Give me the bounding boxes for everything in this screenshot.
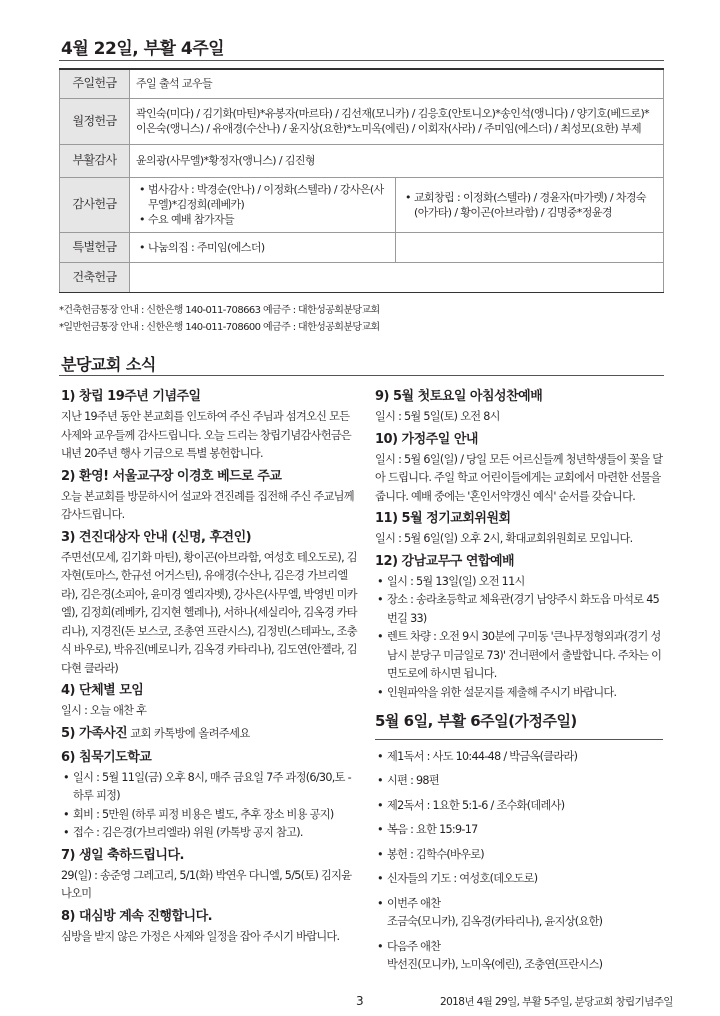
list-item — [387, 895, 663, 932]
list-item: • 렌트 차량 : 오전 9시 30분에 구미동 '큰나무정형외과(경기 성남시 분당구 미금일로 73)' 건너편에서 출발합니다. 주차는 이면도로에 하시면 됩니다. — [387, 628, 663, 684]
offering-text: 주일 출석 교우들 — [130, 69, 664, 98]
empty-cell — [396, 232, 664, 262]
news-body: 일시 : 오늘 애찬 후 — [61, 704, 147, 717]
list-item: • 접수 : 김은경(가브리엘라) 위원 (카톡방 공지 참고). — [73, 824, 357, 843]
page-number: 3 — [356, 994, 364, 1008]
offering-row — [60, 177, 664, 232]
next-week-heading: 5월 6일, 부활 6주일(가정주일) — [375, 712, 663, 740]
news-body: 일시 : 5월 5일(토) 오전 8시 — [375, 410, 500, 423]
news-heading: 분당교회 소식 — [61, 355, 156, 374]
news-title: 11) 5월 정기교회위원회 — [375, 511, 511, 526]
offering-row — [60, 262, 664, 292]
list-item: • 교회창립 : 이정화(스텔라) / 경윤자(마가렛) / 차경숙(아가타) / 황이곤(아브라함) / 김명중*정윤경 — [414, 190, 657, 220]
list-item: • 인원파악을 위한 설문지를 제출해 주시기 바랍니다. — [387, 684, 663, 703]
list-item-title: • 다음주 애찬 — [387, 939, 441, 953]
news-body: 심방을 받지 않은 가정은 사제와 일정을 잡아 주시기 바랍니다. — [61, 929, 340, 943]
news-title: 10) 가정주일 안내 — [375, 431, 478, 447]
list-item: • 장소 : 송라초등학교 체육관(경기 남양주시 화도읍 마석로 45번길 33) — [387, 591, 663, 628]
list-item: • 회비 : 5만원 (하루 피정 비용은 별도, 추후 장소 비용 공지) — [73, 806, 357, 825]
news-title: 1) 창립 19주년 기념주일 — [61, 389, 201, 404]
list-item: • 복음 : 요한 15:9-17 — [387, 821, 663, 840]
offering-label: 건축헌금 — [60, 262, 130, 292]
list-item — [387, 938, 663, 975]
news-title: 8) 대심방 계속 진행합니다. — [61, 908, 213, 924]
footer-text: 2018년 4월 29일, 부활 5주일, 분당교회 창립기념주일 — [440, 996, 673, 1008]
empty-cell — [130, 262, 664, 292]
news-body: 지난 19주년 동안 본교회를 인도하여 주신 주님과 섬겨오신 모든 사제와 교우들께 감사드립니다. 오늘 드리는 창립기념감사헌금은 내년 20주년 행사 기금으로 특별 봉헌합니다. — [61, 410, 352, 460]
news-title: 3) 견진대상자 안내 (신명, 후견인) — [61, 529, 252, 545]
news-list — [61, 769, 357, 843]
page-heading: 4월 22일, 부활 4주일 — [61, 39, 225, 59]
next-week-list — [375, 748, 663, 975]
news-title: 4) 단체별 모임 — [61, 683, 144, 698]
news-right-column — [375, 384, 663, 981]
news-title: 6) 침묵기도학교 — [61, 749, 152, 765]
news-title: 12) 강남교무구 연합예배 — [375, 553, 515, 569]
news-body: 오늘 본교회를 방문하시어 설교와 견진례를 집전해 주신 주교님께 감사드립니다. — [61, 489, 354, 521]
offering-label: 부활감사 — [60, 144, 130, 177]
thanks-left — [130, 177, 396, 232]
offering-row — [60, 232, 664, 262]
list-item: • 신자들의 기도 : 여성호(데오도로) — [387, 870, 663, 889]
account-note: *일반헌금통장 안내 : 신한은행 140-011-708600 예금주 : 대한성공회분당교회 — [59, 322, 380, 333]
thanks-right — [396, 177, 664, 232]
offering-text: 곽인숙(미다) / 김기화(마틴)*유봉자(마르타) / 김선재(모니카) / 김응호(안토니오)*송인석(앵니다) / 양기호(베드로)*이은숙(앵니스) / 유애경(수산나) / 윤지상(요한)*노미옥(에린) / 이회자(사라) / 주미임(에스더) / 최성모(요한) 부제 — [130, 98, 664, 144]
account-note: *건축헌금통장 안내 : 신한은행 140-011-708663 예금주 : 대한성공회분당교회 — [59, 305, 380, 316]
news-title-text: 5) 가족사진 — [61, 725, 128, 741]
heading-rule — [59, 60, 664, 61]
news-title-suffix: 교회 카톡방에 올려주세요 — [127, 726, 250, 740]
news-body: 주면선(모세, 김기화 마틴), 황이곤(아브라함, 여성호 테오도로), 김자현(토마스, 한규선 어거스틴), 유애경(수산나, 김은경 가브리엘라), 김은경(소피아, 윤미경 엘리자벳), 강사은(사무엘, 박영빈 미카엘), 김정희(레베카, 김지현 헬레나), 서하나(세실리아, 김옥경 카타리나), 지경진(돈 보스코, 조총연 프란시스), 김정빈(스테파노, 조충식 바우로), 박유진(베로니카, 김옥경 카타리나), 김도연(안젤라, 김다현 클라라) — [61, 550, 357, 675]
list-item-title: • 이번주 애찬 — [387, 896, 441, 910]
offering-label: 감사헌금 — [60, 177, 130, 232]
news-body: 일시 : 5월 6일(일) / 당일 모든 어르신들께 청년학생들이 꽃을 달아 드립니다. 주일 학교 어린이들에게는 교회에서 마련한 선물을 줍니다. 예배 중에는 '혼인서약갱신 예식' 순서를 갖습니다. — [375, 452, 663, 503]
list-item-sub: 박선진(모니카), 노미옥(에린), 조충연(프란시스) — [387, 958, 603, 971]
offering-label: 주일헌금 — [60, 69, 130, 98]
list-item: • 나눔의집 : 주미임(에스더) — [148, 240, 389, 255]
offering-label: 특별헌금 — [60, 232, 130, 262]
list-item: • 봉헌 : 김학수(바우로) — [387, 846, 663, 865]
news-left-column — [61, 384, 357, 946]
list-item: • 일시 : 5월 11일(금) 오후 8시, 매주 금요일 7주 과정(6/30,토 - 하루 피정) — [73, 769, 357, 806]
news-title — [61, 723, 357, 745]
offering-row — [60, 69, 664, 98]
list-item: • 제1독서 : 사도 10:44-48 / 박금옥(클라라) — [387, 748, 663, 767]
list-item: • 제2독서 : 1요한 5:1-6 / 조수화(데레사) — [387, 797, 663, 816]
news-body: 29(일) : 송준영 그레고리, 5/1(화) 박연우 다니엘, 5/5(토) 김지윤 나오미 — [61, 868, 352, 900]
offering-table — [59, 68, 664, 293]
list-item: • 일시 : 5월 13일(일) 오전 11시 — [387, 573, 663, 592]
offering-row — [60, 144, 664, 177]
news-body: 일시 : 5월 6일(일) 오후 2시, 확대교회위원회로 모입니다. — [375, 532, 633, 545]
offering-text: 윤의광(사무엘)*황정자(앵니스) / 김진형 — [130, 144, 664, 177]
list-item: • 시편 : 98편 — [387, 772, 663, 791]
offering-row — [60, 98, 664, 144]
offering-label: 월정헌금 — [60, 98, 130, 144]
list-item: • 수요 예배 참가자들 — [148, 212, 389, 227]
news-title: 9) 5월 첫토요일 아침성찬예배 — [375, 389, 543, 404]
news-rule — [59, 375, 664, 376]
news-title: 7) 생일 축하드립니다. — [61, 847, 184, 863]
list-item-sub: 조금숙(모니카), 김옥경(카타리나), 윤지상(요한) — [387, 915, 603, 928]
news-list — [375, 573, 663, 703]
list-item: • 범사감사 : 박경순(안나) / 이정화(스텔라) / 강사은(사무엘)*김정희(레베카) — [148, 182, 389, 212]
special-cell — [130, 232, 396, 262]
news-title: 2) 환영! 서울교구장 이경호 베드로 주교 — [61, 468, 282, 484]
